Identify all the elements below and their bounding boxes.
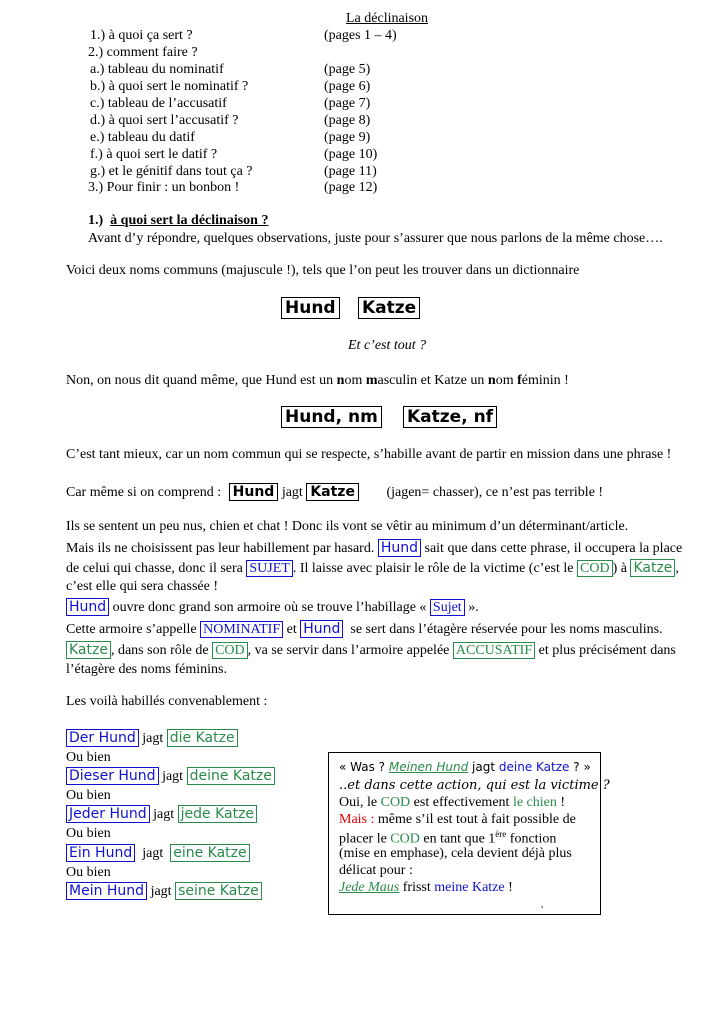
toc-page: (page 12)	[324, 180, 378, 195]
toc-item: a.) tableau du nominatif	[90, 62, 224, 77]
page-title: La déclinaison	[346, 11, 429, 26]
intro-paragraph: Avant d’y répondre, quelques observations, juste pour s’assurer que nous parlons de la même chose….	[88, 231, 663, 246]
noun-katze-dict: Katze, nf	[403, 406, 497, 428]
toc-page: (page 6)	[324, 79, 371, 94]
example-row: Mein Hund jagt seine Katze	[66, 883, 262, 900]
note-line: Oui, le COD est effectivement le chien !	[339, 795, 566, 810]
toc-page: (pages 1 – 4)	[324, 28, 397, 43]
katze-tag: Katze	[630, 559, 675, 577]
hund-tag: Hund	[378, 539, 421, 557]
toc-item: e.) tableau du datif	[90, 130, 195, 145]
noun-hund-inline: Hund	[229, 483, 279, 501]
ou-bien: Ou bien	[66, 865, 111, 880]
paragraph-mais: Mais ils ne choisissent pas leur habillement par hasard. Hund sait que dans cette phrase, il occupera la place	[66, 540, 683, 556]
katze-tag: Katze	[66, 641, 111, 659]
note-line: Jede Maus frisst meine Katze !	[339, 880, 513, 895]
toc-page: (page 10)	[324, 147, 378, 162]
noun-katze-inline: Katze	[306, 483, 359, 501]
handwritten-note: ..et dans cette action, qui est la victime ?	[339, 778, 610, 793]
toc-item: g.) et le génitif dans tout ça ?	[90, 164, 253, 179]
toc-item: 2.) comment faire ?	[88, 45, 198, 60]
section-heading: 1.) à quoi sert la déclinaison ?	[88, 213, 269, 228]
paragraph-armoire: Cette armoire s’appelle NOMINATIF et Hund se sert dans l’étagère réservée pour les noms masculins.	[66, 621, 663, 637]
noun-hund-dict: Hund, nm	[281, 406, 382, 428]
paragraph-hund: Hund ouvre donc grand son armoire où se trouve l’habillage « Sujet ».	[66, 599, 479, 616]
example-row: Ein Hund jagt eine Katze	[66, 845, 250, 862]
toc-item: 3.) Pour finir : un bonbon !	[88, 180, 240, 195]
accusatif-tag: ACCUSATIF	[453, 642, 535, 659]
paragraph: Voici deux noms communs (majuscule !), tels que l’on peut les trouver dans un dictionnaire	[66, 263, 580, 278]
sujet-tag: SUJET	[246, 560, 292, 577]
toc-item: b.) à quoi sert le nominatif ?	[90, 79, 249, 94]
note-line: Mais : même s’il est tout à fait possible de	[339, 812, 576, 827]
paragraph: C’est tant mieux, car un nom commun qui se respecte, s’habille avant de partir en mission dans une phrase !	[66, 447, 672, 462]
cod-tag: COD	[577, 560, 613, 577]
toc-page: (page 7)	[324, 96, 371, 111]
stray-mark: ,	[541, 899, 544, 909]
paragraph-mais-2: de celui qui chasse, donc il sera SUJET . Il laisse avec plaisir le rôle de la victime (c’est le COD ) à Katze ,	[66, 560, 679, 576]
ou-bien: Ou bien	[66, 826, 111, 841]
toc-page: (page 5)	[324, 62, 371, 77]
toc-item: 1.) à quoi ça sert ?	[90, 28, 193, 43]
noun-katze: Katze	[358, 297, 420, 319]
example-row: Dieser Hund jagt deine Katze	[66, 768, 275, 785]
ou-bien: Ou bien	[66, 788, 111, 803]
example-row: Jeder Hund jagt jede Katze	[66, 806, 257, 823]
hund-tag: Hund	[300, 620, 343, 638]
toc-page: (page 8)	[324, 113, 371, 128]
example-row: Der Hund jagt die Katze	[66, 730, 238, 747]
ou-bien: Ou bien	[66, 750, 111, 765]
paragraph-car: Car même si on comprend : Hund jagt Katze (jagen= chasser), ce n’est pas terrible !	[66, 484, 604, 500]
paragraph-non: Non, on nous dit quand même, que Hund est un nom masculin et Katze un nom féminin !	[66, 373, 569, 388]
cod-tag: COD	[212, 642, 248, 659]
toc-page: (page 9)	[324, 130, 371, 145]
paragraph: c’est elle qui sera chassée !	[66, 579, 218, 594]
toc-item: c.) tableau de l’accusatif	[90, 96, 227, 111]
paragraph: Ils se sentent un peu nus, chien et chat ! Donc ils vont se vêtir au minimum d’un déterminant/article.	[66, 519, 629, 534]
nominatif-tag: NOMINATIF	[200, 621, 283, 638]
hund-tag: Hund	[66, 598, 109, 616]
toc-page: (page 11)	[324, 164, 377, 179]
paragraph-katze: Katze , dans son rôle de COD , va se servir dans l’armoire appelée ACCUSATIF et plus précisément dans	[66, 642, 676, 659]
paragraph: Les voilà habillés convenablement :	[66, 694, 268, 709]
toc-item: f.) à quoi sert le datif ?	[90, 147, 218, 162]
noun-hund: Hund	[281, 297, 340, 319]
sujet-tag: Sujet	[430, 599, 465, 616]
note-line: placer le COD en tant que 1ère fonction	[339, 829, 557, 847]
toc-item: d.) à quoi sert l’accusatif ?	[90, 113, 239, 128]
note-box	[328, 752, 610, 915]
note-line: délicat pour :	[339, 863, 413, 878]
paragraph: l’étagère des noms féminins.	[66, 662, 227, 677]
question: Et c’est tout ?	[348, 338, 427, 353]
note-line: (mise en emphase), cela devient déjà plus	[339, 846, 572, 861]
note-line: « Was ? Meinen Hund jagt deine Katze ? »	[339, 760, 591, 774]
